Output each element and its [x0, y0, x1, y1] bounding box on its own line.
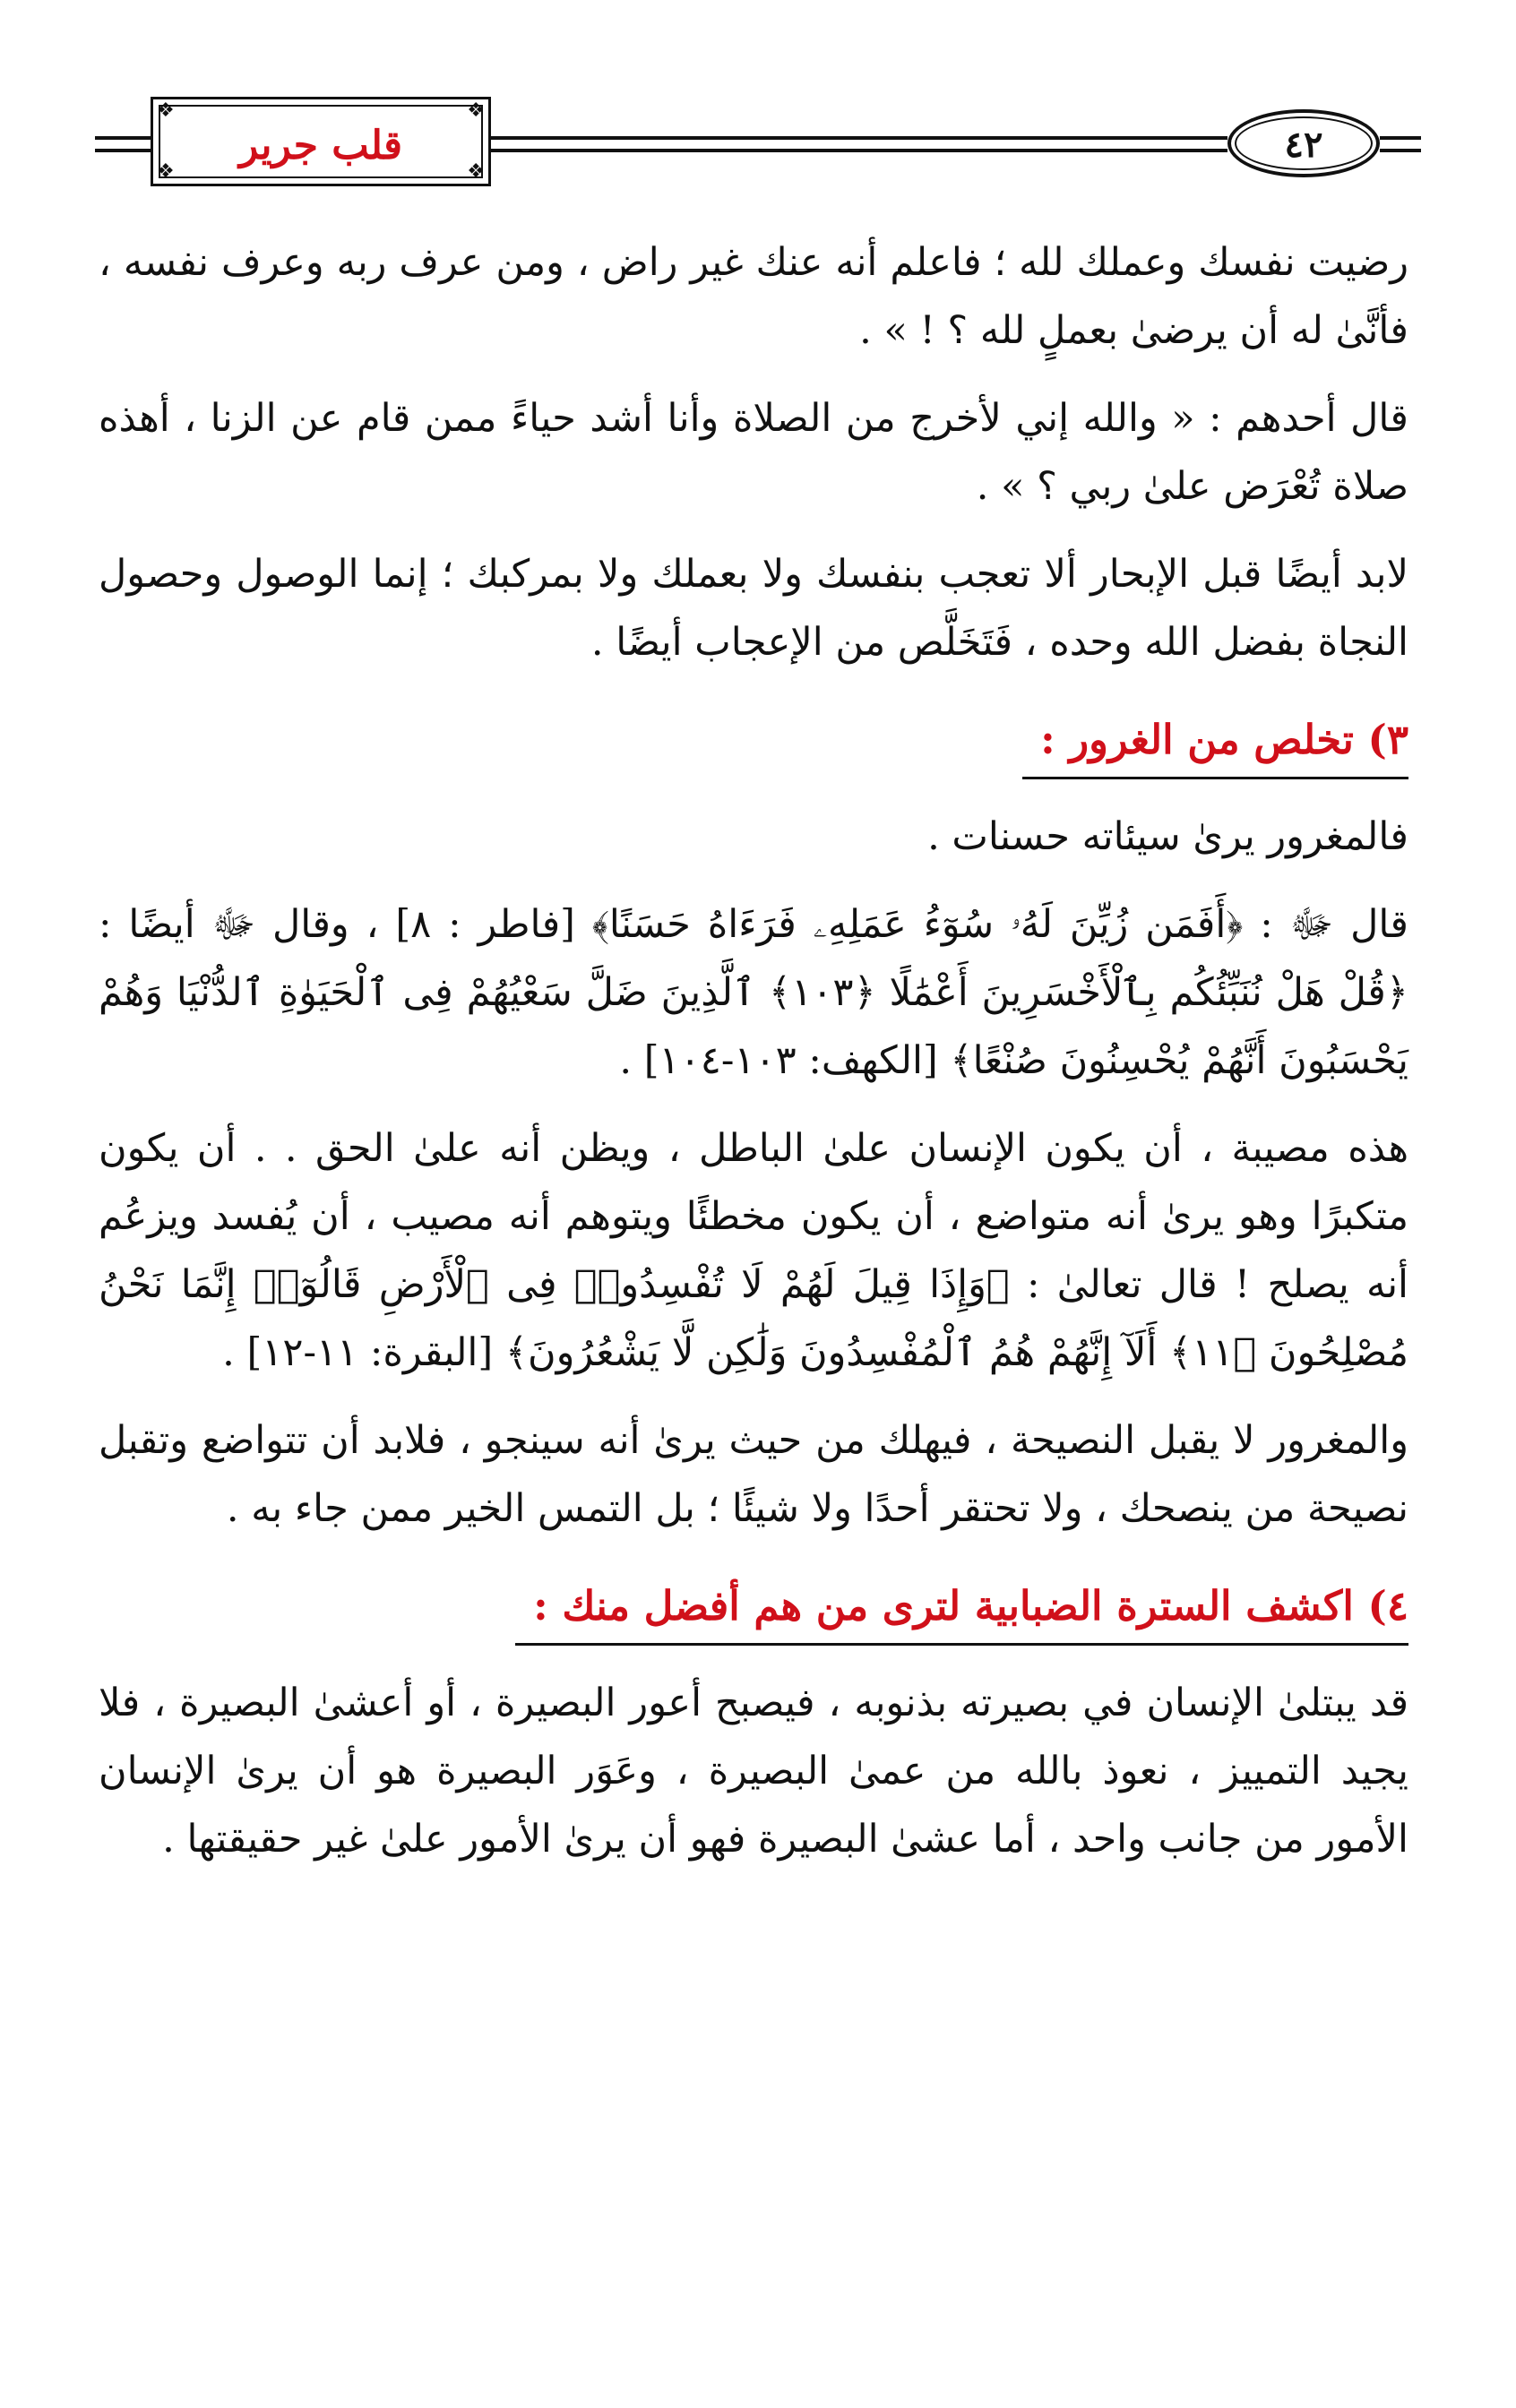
corner-ornament-icon: ❖ [157, 99, 175, 122]
section-4-heading-block [99, 1562, 1408, 1669]
paragraph-1: رضيت نفسك وعملك لله ؛ فاعلم أنه عنك غير راض ، ومن عرف ربه وعرف نفسه ، فأنَّىٰ له أن يرضىٰ بعملٍ لله ؟ ! » . [99, 240, 1408, 353]
paragraph-4: فالمغرور يرىٰ سيئاته حسنات . [927, 814, 1408, 859]
page-number-frame [1227, 109, 1380, 177]
header-rule-bottom [95, 149, 151, 152]
corner-ornament-icon: ❖ [467, 99, 485, 122]
corner-ornament-icon: ❖ [157, 160, 175, 183]
header-rule-top [95, 136, 151, 140]
header-rule-top-middle [491, 136, 1227, 140]
header-rule-bottom-right [1380, 149, 1421, 152]
page-body [99, 228, 1408, 1893]
corner-ornament-icon: ❖ [467, 160, 485, 183]
section-4-heading: ٤) اكشف السترة الضبابية لترى من هم أفضل منك : [515, 1575, 1408, 1646]
paragraph-2: قال أحدهم : « والله إني لأخرج من الصلاة وأنا أشد حياءً ممن قام عن الزنا ، أهذه صلاة تُعْرَض علىٰ ربي ؟ » . [99, 396, 1408, 509]
paragraph-3: لابد أيضًا قبل الإبحار ألا تعجب بنفسك ولا بعملك ولا بمركبك ؛ إنما الوصول وحصول النجاة بفضل الله وحده ، فَتَخَلَّص من الإعجاب أيضًا . [99, 552, 1408, 665]
book-title: قلب جرير [238, 123, 403, 168]
paragraph-5: قال ﷻ : ﴿أَفَمَن زُيِّنَ لَهُۥ سُوٓءُ عَمَلِهِۦ فَرَءَاهُ حَسَنًا﴾ [فاطر : ٨] ، وقال ﷻ أيضًا : ﴿قُلْ هَلْ نُنَبِّئُكُم بِٱلْأَخْسَرِينَ أَعْمَٰلًا ﴿١٠٣﴾ ٱلَّذِينَ ضَلَّ سَعْيُهُمْ فِى ٱلْحَيَوٰةِ ٱلدُّنْيَا وَهُمْ يَحْسَبُونَ أَنَّهُمْ يُحْسِنُونَ صُنْعًا﴾ [الكهف: ١٠٣-١٠٤] . [99, 902, 1408, 1083]
section-3-heading: ٣) تخلص من الغرور : [1022, 709, 1408, 779]
book-title-frame [151, 97, 491, 186]
paragraph-8: قد يبتلىٰ الإنسان في بصيرته بذنوبه ، فيصبح أعور البصيرة ، أو أعشىٰ البصيرة ، فلا يجيد التمييز ، نعوذ بالله من عمىٰ البصيرة ، وعَوَر البصيرة هو أن يرىٰ الإنسان الأمور من جانب واحد ، أما عشىٰ البصيرة فهو أن يرىٰ الأمور علىٰ غير حقيقتها . [99, 1681, 1408, 1862]
header-rule-top-right [1380, 136, 1421, 140]
paragraph-6: هذه مصيبة ، أن يكون الإنسان علىٰ الباطل ، ويظن أنه علىٰ الحق . . أن يكون متكبرًا وهو يرىٰ أنه متواضع ، أن يكون مخطئًا ويتوهم أنه مصيب ، أن يُفسد ويزعُم أنه يصلح ! قال تعالىٰ : ﴿وَإِذَا قِيلَ لَهُمْ لَا تُفْسِدُوا۟ فِى ٱلْأَرْضِ قَالُوٓا۟ إِنَّمَا نَحْنُ مُصْلِحُونَ ﴿١١﴾ أَلَآ إِنَّهُمْ هُمُ ٱلْمُفْسِدُونَ وَلَٰكِن لَّا يَشْعُرُونَ﴾ [البقرة: ١١-١٢] . [99, 1126, 1408, 1375]
page-number: ٤٢ [1284, 124, 1323, 166]
header-rule-bottom-middle [491, 149, 1227, 152]
page-header [95, 97, 1421, 195]
section-3-heading-block [99, 696, 1408, 803]
paragraph-7: والمغرور لا يقبل النصيحة ، فيهلك من حيث يرىٰ أنه سينجو ، فلابد أن تتواضع وتقبل نصيحة من ينصحك ، ولا تحتقر أحدًا ولا شيئًا ؛ بل التمس الخير ممن جاء به . [99, 1418, 1408, 1531]
